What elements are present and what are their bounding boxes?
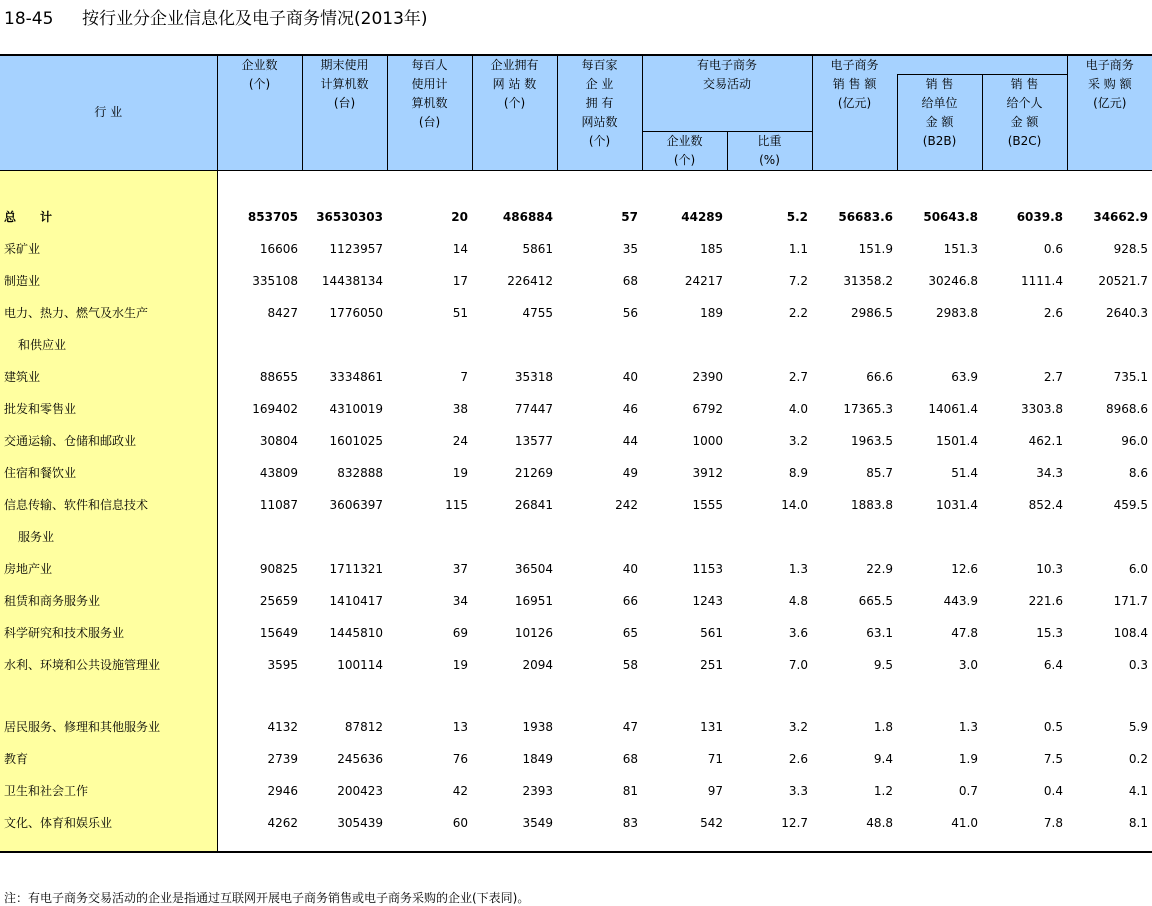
value-cell: 14 — [452, 241, 468, 256]
value-cell: 68 — [622, 273, 638, 288]
value-cell: 100114 — [337, 657, 383, 672]
value-cell: 96.0 — [1121, 433, 1149, 448]
spacer-row — [0, 681, 1152, 711]
value-cell: 1000 — [692, 433, 723, 448]
value-cell: 185 — [700, 241, 723, 256]
value-cell: 63.9 — [951, 369, 979, 384]
value-cell: 77447 — [514, 401, 553, 416]
value-cell: 8.6 — [1128, 465, 1149, 480]
value-cell: 0.3 — [1128, 657, 1149, 672]
value-cell: 40 — [622, 561, 638, 576]
value-cell: 6792 — [692, 401, 723, 416]
header-ec-enterprises: 企业数 (个) — [642, 131, 727, 170]
value-cell: 2640.3 — [1106, 305, 1149, 320]
value-cell: 11087 — [259, 497, 298, 512]
industry-name: 制造业 — [0, 265, 217, 297]
total-row — [0, 201, 1152, 233]
value-cell — [302, 329, 387, 361]
industry-name: 服务业 — [0, 521, 217, 553]
header-websites: 企业拥有 网 站 数 (个) — [472, 55, 557, 170]
value-cell: 245636 — [337, 751, 383, 766]
value-cell: 31358.2 — [843, 273, 894, 288]
value-cell: 5.2 — [786, 209, 809, 224]
value-cell: 3.3 — [788, 783, 809, 798]
value-cell: 42 — [452, 783, 468, 798]
table-title: 按行业分企业信息化及电子商务情况(2013年) — [82, 9, 428, 29]
value-cell: 1849 — [522, 751, 553, 766]
value-cell: 542 — [642, 807, 727, 852]
value-cell: 21269 — [514, 465, 553, 480]
value-cell: 12.7 — [727, 807, 812, 852]
value-cell: 1.2 — [873, 783, 894, 798]
value-cell: 1031.4 — [936, 497, 979, 512]
value-cell: 4132 — [267, 719, 298, 734]
value-cell: 151.3 — [943, 241, 979, 256]
value-cell: 1601025 — [329, 433, 383, 448]
value-cell: 85.7 — [866, 465, 894, 480]
value-cell: 7.5 — [1043, 751, 1064, 766]
industry-name: 采矿业 — [0, 233, 217, 265]
value-cell: 8427 — [267, 305, 298, 320]
value-cell: 1.3 — [958, 719, 979, 734]
value-cell: 486884 — [502, 209, 553, 224]
table-row — [0, 553, 1152, 585]
value-cell: 16951 — [514, 593, 553, 608]
industry-name: 建筑业 — [0, 361, 217, 393]
table-row — [0, 617, 1152, 649]
value-cell: 151.9 — [858, 241, 894, 256]
table-body — [0, 170, 1152, 852]
value-cell — [982, 329, 1067, 361]
value-cell: 87812 — [344, 719, 383, 734]
value-cell: 25659 — [259, 593, 298, 608]
value-cell: 3595 — [267, 657, 298, 672]
value-cell — [557, 329, 642, 361]
value-cell: 6.4 — [1043, 657, 1064, 672]
value-cell: 51 — [452, 305, 468, 320]
value-cell: 171.7 — [1113, 593, 1149, 608]
value-cell: 5861 — [522, 241, 553, 256]
table-row — [0, 649, 1152, 681]
table-row — [0, 457, 1152, 489]
value-cell: 17365.3 — [843, 401, 894, 416]
value-cell: 2986.5 — [851, 305, 894, 320]
value-cell: 4.0 — [788, 401, 809, 416]
value-cell — [1067, 521, 1152, 553]
value-cell: 30246.8 — [928, 273, 979, 288]
value-cell: 3.2 — [788, 433, 809, 448]
value-cell: 115 — [445, 497, 468, 512]
value-cell: 68 — [622, 751, 638, 766]
value-cell — [387, 521, 472, 553]
table-row — [0, 489, 1152, 521]
value-cell: 1123957 — [329, 241, 383, 256]
header-websites-per-100: 每百家 企 业 拥 有 网站数 (个) — [557, 55, 642, 170]
value-cell: 14438134 — [321, 273, 383, 288]
header-ec-purchases: 电子商务 采 购 额 (亿元) — [1067, 55, 1152, 170]
value-cell: 58 — [622, 657, 638, 672]
header-computers: 期末使用 计算机数 (台) — [302, 55, 387, 170]
value-cell — [812, 521, 897, 553]
value-cell: 2946 — [267, 783, 298, 798]
table-row — [0, 775, 1152, 807]
value-cell: 665.5 — [858, 593, 894, 608]
value-cell: 853705 — [247, 209, 298, 224]
value-cell: 335108 — [252, 273, 298, 288]
table-row — [0, 329, 1152, 361]
value-cell: 2.7 — [1043, 369, 1064, 384]
value-cell: 22.9 — [866, 561, 894, 576]
header-ecommerce-activity: 有电子商务 交易活动 — [642, 55, 812, 131]
value-cell: 3303.8 — [1021, 401, 1064, 416]
value-cell: 36504 — [514, 561, 553, 576]
value-cell: 26841 — [514, 497, 553, 512]
value-cell: 1.8 — [873, 719, 894, 734]
industry-name: 文化、体育和娱乐业 — [0, 807, 217, 852]
value-cell — [897, 521, 982, 553]
value-cell: 51.4 — [951, 465, 979, 480]
value-cell: 0.5 — [1043, 719, 1064, 734]
value-cell: 1153 — [692, 561, 723, 576]
table-row — [0, 233, 1152, 265]
value-cell: 3.0 — [958, 657, 979, 672]
value-cell: 63.1 — [866, 625, 894, 640]
value-cell: 2739 — [267, 751, 298, 766]
table-row — [0, 743, 1152, 775]
value-cell: 242 — [615, 497, 638, 512]
value-cell: 1410417 — [329, 593, 383, 608]
value-cell — [982, 521, 1067, 553]
value-cell: 1111.4 — [1021, 273, 1064, 288]
value-cell: 44 — [622, 433, 638, 448]
table-row — [0, 393, 1152, 425]
value-cell: 2.2 — [788, 305, 809, 320]
value-cell: 1.3 — [788, 561, 809, 576]
industry-name: 信息传输、软件和信息技术 — [0, 489, 217, 521]
value-cell: 47.8 — [951, 625, 979, 640]
value-cell: 443.9 — [943, 593, 979, 608]
value-cell — [472, 521, 557, 553]
value-cell: 35318 — [514, 369, 553, 384]
value-cell: 14.0 — [781, 497, 809, 512]
value-cell: 1776050 — [329, 305, 383, 320]
value-cell — [387, 329, 472, 361]
value-cell: 2.7 — [788, 369, 809, 384]
value-cell: 8.9 — [788, 465, 809, 480]
industry-name: 教育 — [0, 743, 217, 775]
value-cell: 459.5 — [1113, 497, 1149, 512]
value-cell: 2393 — [522, 783, 553, 798]
value-cell: 19 — [452, 465, 468, 480]
value-cell: 3912 — [692, 465, 723, 480]
value-cell: 15.3 — [1036, 625, 1064, 640]
value-cell: 1555 — [692, 497, 723, 512]
table-row — [0, 361, 1152, 393]
value-cell: 48.8 — [812, 807, 897, 852]
value-cell: 40 — [622, 369, 638, 384]
table-row — [0, 585, 1152, 617]
value-cell — [217, 329, 302, 361]
value-cell: 1883.8 — [851, 497, 894, 512]
header-industry: 行 业 — [0, 55, 217, 170]
industry-name: 和供应业 — [0, 329, 217, 361]
value-cell: 24217 — [684, 273, 723, 288]
value-cell: 4755 — [522, 305, 553, 320]
value-cell: 0.2 — [1128, 751, 1149, 766]
value-cell: 65 — [622, 625, 638, 640]
value-cell: 20521.7 — [1098, 273, 1149, 288]
industry-name: 居民服务、修理和其他服务业 — [0, 711, 217, 743]
value-cell: 17 — [452, 273, 468, 288]
value-cell: 1445810 — [329, 625, 383, 640]
footnote: 注：有电子商务交易活动的企业是指通过互联网开展电子商务销售或电子商务采购的企业(下表同)。 — [4, 891, 530, 905]
value-cell: 928.5 — [1113, 241, 1149, 256]
table-header — [0, 55, 1152, 170]
table-row — [0, 265, 1152, 297]
value-cell: 34662.9 — [1093, 209, 1149, 224]
value-cell: 0.7 — [958, 783, 979, 798]
value-cell — [472, 329, 557, 361]
value-cell — [557, 521, 642, 553]
value-cell: 88655 — [259, 369, 298, 384]
value-cell: 1243 — [692, 593, 723, 608]
table-row — [0, 521, 1152, 553]
value-cell — [1067, 329, 1152, 361]
industry-name: 水利、环境和公共设施管理业 — [0, 649, 217, 681]
value-cell: 7 — [460, 369, 468, 384]
value-cell: 852.4 — [1028, 497, 1064, 512]
value-cell: 13577 — [514, 433, 553, 448]
value-cell: 60 — [387, 807, 472, 852]
header-ec-sales: 电子商务 销 售 额 (亿元) — [812, 55, 897, 170]
value-cell — [727, 329, 812, 361]
value-cell: 189 — [700, 305, 723, 320]
value-cell: 36530303 — [316, 209, 383, 224]
value-cell: 44289 — [681, 209, 723, 224]
value-cell: 37 — [452, 561, 468, 576]
industry-name: 住宿和餐饮业 — [0, 457, 217, 489]
value-cell: 200423 — [337, 783, 383, 798]
value-cell: 832888 — [337, 465, 383, 480]
header-sales-b2b: 销 售 给单位 金 额 (B2B) — [897, 74, 982, 170]
value-cell: 13 — [452, 719, 468, 734]
header-ec-share: 比重 (%) — [727, 131, 812, 170]
value-cell: 56 — [622, 305, 638, 320]
value-cell: 97 — [707, 783, 723, 798]
value-cell: 735.1 — [1113, 369, 1149, 384]
value-cell: 76 — [452, 751, 468, 766]
header-sales-group — [897, 55, 1067, 74]
value-cell: 38 — [452, 401, 468, 416]
value-cell: 2983.8 — [936, 305, 979, 320]
header-computers-per-100: 每百人 使用计 算机数 (台) — [387, 55, 472, 170]
value-cell — [217, 521, 302, 553]
value-cell: 47 — [622, 719, 638, 734]
value-cell: 83 — [557, 807, 642, 852]
value-cell: 2094 — [522, 657, 553, 672]
industry-name: 总 计 — [0, 201, 217, 233]
value-cell: 50643.8 — [923, 209, 979, 224]
value-cell: 71 — [707, 751, 723, 766]
table-row — [0, 807, 1152, 852]
value-cell: 10.3 — [1036, 561, 1064, 576]
value-cell: 7.0 — [788, 657, 809, 672]
value-cell: 2.6 — [1043, 305, 1064, 320]
value-cell: 3549 — [472, 807, 557, 852]
value-cell: 6039.8 — [1016, 209, 1064, 224]
value-cell: 34 — [452, 593, 468, 608]
industry-name: 批发和零售业 — [0, 393, 217, 425]
value-cell: 15649 — [259, 625, 298, 640]
value-cell: 3.2 — [788, 719, 809, 734]
value-cell: 131 — [700, 719, 723, 734]
value-cell: 0.4 — [1043, 783, 1064, 798]
value-cell: 9.5 — [873, 657, 894, 672]
value-cell: 6.0 — [1128, 561, 1149, 576]
industry-name: 交通运输、仓储和邮政业 — [0, 425, 217, 457]
page-title — [4, 4, 428, 29]
value-cell — [642, 521, 727, 553]
value-cell — [812, 329, 897, 361]
industry-name: 房地产业 — [0, 553, 217, 585]
value-cell: 41.0 — [897, 807, 982, 852]
value-cell: 66.6 — [866, 369, 894, 384]
data-table — [0, 54, 1152, 853]
value-cell: 66 — [622, 593, 638, 608]
industry-name: 电力、热力、燃气及水生产 — [0, 297, 217, 329]
value-cell — [642, 329, 727, 361]
value-cell: 3606397 — [329, 497, 383, 512]
value-cell: 0.6 — [1043, 241, 1064, 256]
value-cell: 90825 — [259, 561, 298, 576]
value-cell: 7.2 — [788, 273, 809, 288]
value-cell: 1.9 — [958, 751, 979, 766]
header-enterprises: 企业数 (个) — [217, 55, 302, 170]
industry-name: 卫生和社会工作 — [0, 775, 217, 807]
value-cell: 2390 — [692, 369, 723, 384]
value-cell: 56683.6 — [838, 209, 894, 224]
value-cell: 81 — [622, 783, 638, 798]
value-cell: 108.4 — [1113, 625, 1149, 640]
value-cell: 462.1 — [1028, 433, 1064, 448]
value-cell: 3334861 — [329, 369, 383, 384]
value-cell: 30804 — [259, 433, 298, 448]
value-cell — [727, 521, 812, 553]
value-cell: 34.3 — [1036, 465, 1064, 480]
header-sales-b2c: 销 售 给个人 金 额 (B2C) — [982, 74, 1067, 170]
value-cell: 4310019 — [329, 401, 383, 416]
value-cell: 4.1 — [1128, 783, 1149, 798]
value-cell: 1711321 — [329, 561, 383, 576]
value-cell: 46 — [622, 401, 638, 416]
value-cell: 1938 — [522, 719, 553, 734]
value-cell: 7.8 — [982, 807, 1067, 852]
value-cell: 169402 — [252, 401, 298, 416]
value-cell — [302, 521, 387, 553]
value-cell: 221.6 — [1028, 593, 1064, 608]
table-row — [0, 425, 1152, 457]
spacer-row — [0, 170, 1152, 201]
table-number: 18-45 — [4, 9, 54, 29]
value-cell: 1963.5 — [851, 433, 894, 448]
industry-name: 租赁和商务服务业 — [0, 585, 217, 617]
value-cell: 49 — [622, 465, 638, 480]
value-cell: 2.6 — [788, 751, 809, 766]
value-cell: 251 — [700, 657, 723, 672]
value-cell: 24 — [452, 433, 468, 448]
value-cell: 1501.4 — [936, 433, 979, 448]
value-cell: 20 — [451, 209, 468, 224]
value-cell: 5.9 — [1128, 719, 1149, 734]
value-cell: 561 — [700, 625, 723, 640]
value-cell: 4262 — [217, 807, 302, 852]
value-cell: 226412 — [507, 273, 553, 288]
value-cell: 10126 — [514, 625, 553, 640]
value-cell: 35 — [622, 241, 638, 256]
value-cell: 1.1 — [788, 241, 809, 256]
value-cell: 43809 — [259, 465, 298, 480]
value-cell: 57 — [621, 209, 638, 224]
table-row — [0, 297, 1152, 329]
value-cell: 8.1 — [1067, 807, 1152, 852]
table-row — [0, 711, 1152, 743]
value-cell: 14061.4 — [928, 401, 979, 416]
value-cell: 3.6 — [788, 625, 809, 640]
value-cell: 19 — [452, 657, 468, 672]
industry-name: 科学研究和技术服务业 — [0, 617, 217, 649]
value-cell: 16606 — [259, 241, 298, 256]
value-cell: 305439 — [302, 807, 387, 852]
value-cell: 12.6 — [951, 561, 979, 576]
value-cell: 69 — [452, 625, 468, 640]
value-cell: 9.4 — [873, 751, 894, 766]
value-cell — [897, 329, 982, 361]
value-cell: 8968.6 — [1106, 401, 1149, 416]
value-cell: 4.8 — [788, 593, 809, 608]
